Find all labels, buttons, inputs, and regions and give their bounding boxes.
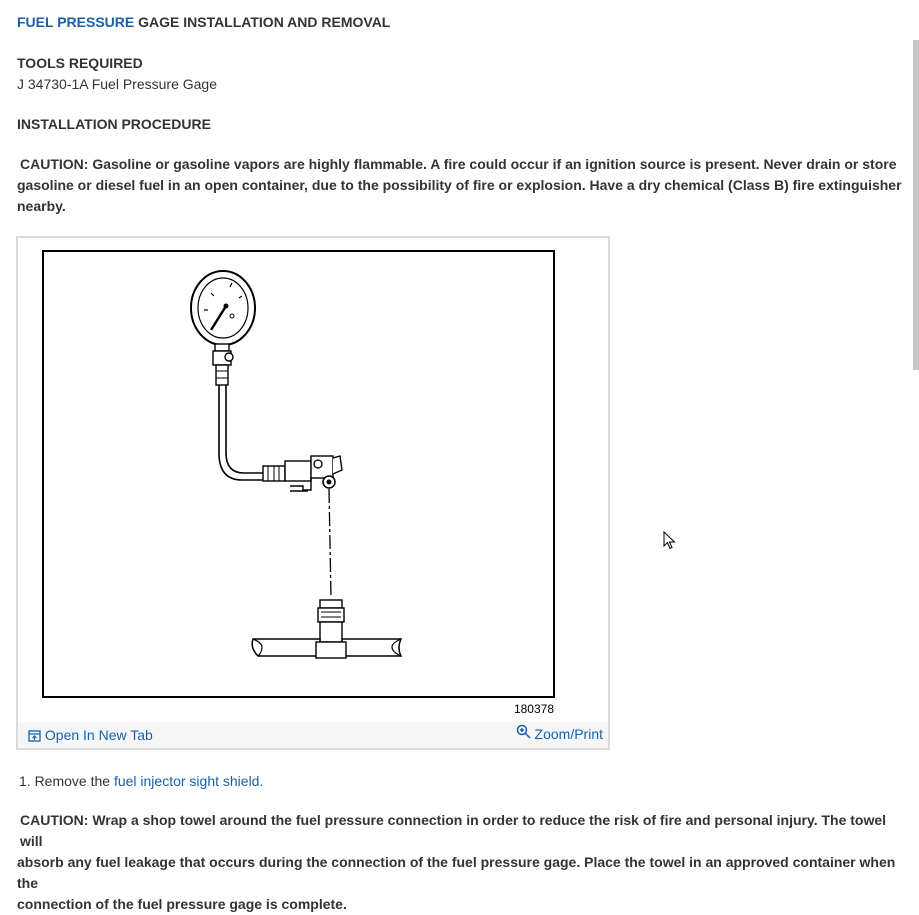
magnifier-plus-icon	[516, 724, 531, 739]
zoom-print-label: Zoom/Print	[534, 726, 603, 742]
step-1-prefix: 1. Remove the	[19, 773, 114, 789]
caution-2-line-3: connection of the fuel pressure gage is complete.	[17, 896, 347, 912]
installation-heading: INSTALLATION PROCEDURE	[17, 116, 211, 132]
title-link[interactable]: FUEL PRESSURE	[17, 14, 135, 30]
open-in-new-tab-label: Open In New Tab	[44, 727, 153, 743]
step-1	[19, 773, 263, 789]
caution-block-2	[17, 810, 902, 915]
zoom-print-button[interactable]	[516, 724, 603, 742]
figure-toolbar	[18, 722, 608, 748]
caution-1-line-2: gasoline or diesel fuel in an open container, due to the possibility of fire or explosion. Have a dry chemical (Class B) fire extinguisher nearby.	[17, 177, 902, 214]
fuel-injector-sight-shield-link[interactable]: fuel injector sight shield.	[113, 773, 264, 789]
figure-fuel-pressure-gage	[16, 236, 610, 750]
caution-block-1	[17, 154, 902, 217]
open-in-new-tab-button[interactable]	[28, 727, 153, 743]
tools-item: J 34730-1A Fuel Pressure Gage	[17, 76, 218, 92]
mouse-pointer-icon	[663, 531, 677, 551]
page-title	[17, 14, 390, 30]
vertical-scrollbar[interactable]	[913, 40, 919, 370]
caution-2-line-2: absorb any fuel leakage that occurs during the connection of the fuel pressure gage. Place the towel in an approved container when the	[17, 854, 896, 891]
title-rest: GAGE INSTALLATION AND REMOVAL	[134, 14, 391, 30]
open-new-tab-icon	[28, 729, 41, 742]
tools-heading: TOOLS REQUIRED	[17, 55, 143, 71]
fuel-pressure-gage-illustration[interactable]	[18, 238, 608, 722]
figure-number: 180378	[513, 702, 554, 716]
caution-2-line-1: CAUTION: Wrap a shop towel around the fuel pressure connection in order to reduce the risk of fire and personal injury. The towel will	[20, 812, 887, 849]
caution-1-line-1: CAUTION: Gasoline or gasoline vapors are highly flammable. A fire could occur if an ignition source is present. Never drain or store	[20, 156, 897, 172]
